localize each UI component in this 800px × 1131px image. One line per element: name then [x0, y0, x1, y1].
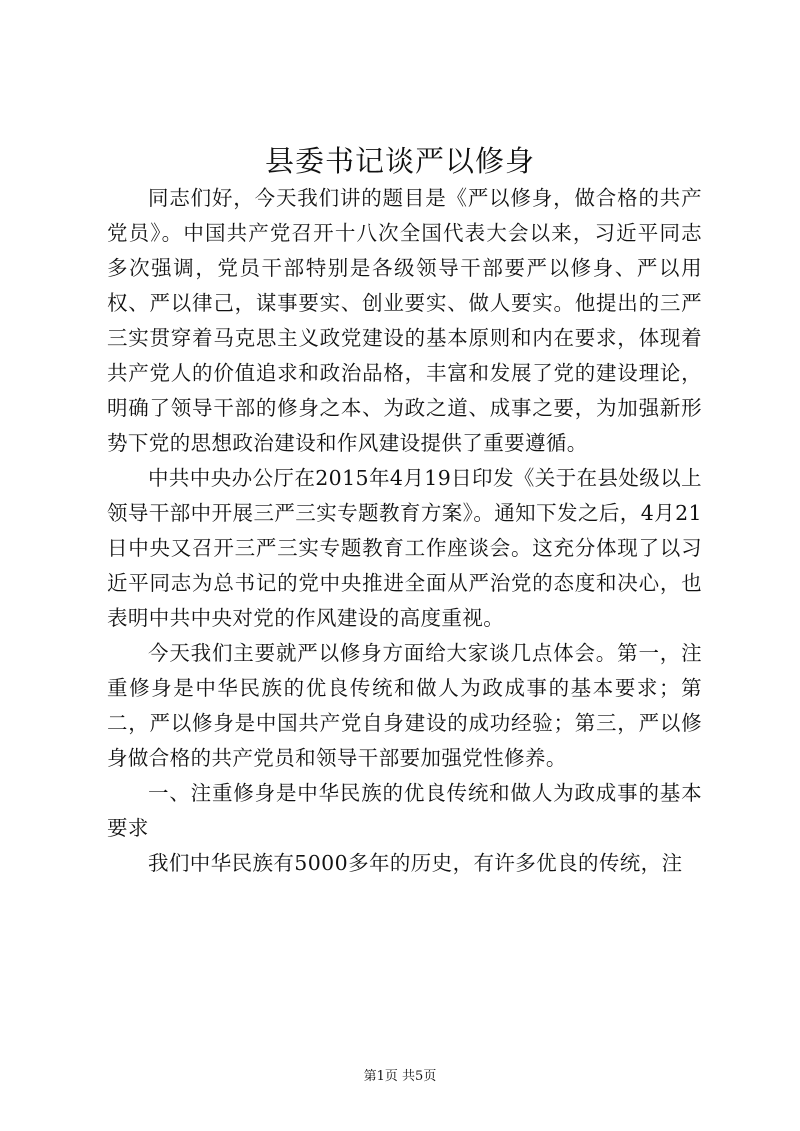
paragraph-2: 中共中央办公厅在2015年4月19日印发《关于在县处级以上领导干部中开展三严三实专题教育方案》。通知下发之后，4月21日中央又召开三严三实专题教育工作座谈会。这充分体现了以习近平同志为总书记的党中央推进全面从严治党的态度和决心，也表明中共中央对党的作风建设的高度重视。: [107, 466, 702, 630]
page-number-footer: 第1页 共5页: [363, 1069, 437, 1084]
paragraph-3: 今天我们主要就严以修身方面给大家谈几点体会。第一，注重修身是中华民族的优良传统和做人为政成事的基本要求；第二，严以修身是中国共产党自身建设的成功经验；第三，严以修身做合格的共产党员和领导干部要加强党性修养。: [107, 641, 702, 770]
section-heading-1: 一、注重修身是中华民族的优良传统和做人为政成事的基本要求: [107, 781, 702, 840]
document-title: 县委书记谈严以修身: [264, 144, 535, 178]
paragraph-1: 同志们好，今天我们讲的题目是《严以修身，做合格的共产党员》。中国共产党召开十八次全国代表大会以来，习近平同志多次强调，党员干部特别是各级领导干部要严以修身、严以用权、严以律己，谋事要实、创业要实、做人要实。他提出的三严三实贯穿着马克思主义政党建设的基本原则和内在要求，体现着共产党人的价值追求和政治品格，丰富和发展了党的建设理论，明确了领导干部的修身之本、为政之道、成事之要，为加强新形势下党的思想政治建设和作风建设提供了重要遵循。: [107, 186, 702, 455]
paragraph-4: 我们中华民族有5000多年的历史，有许多优良的传统，注: [148, 851, 683, 875]
document-body: [107, 181, 702, 881]
